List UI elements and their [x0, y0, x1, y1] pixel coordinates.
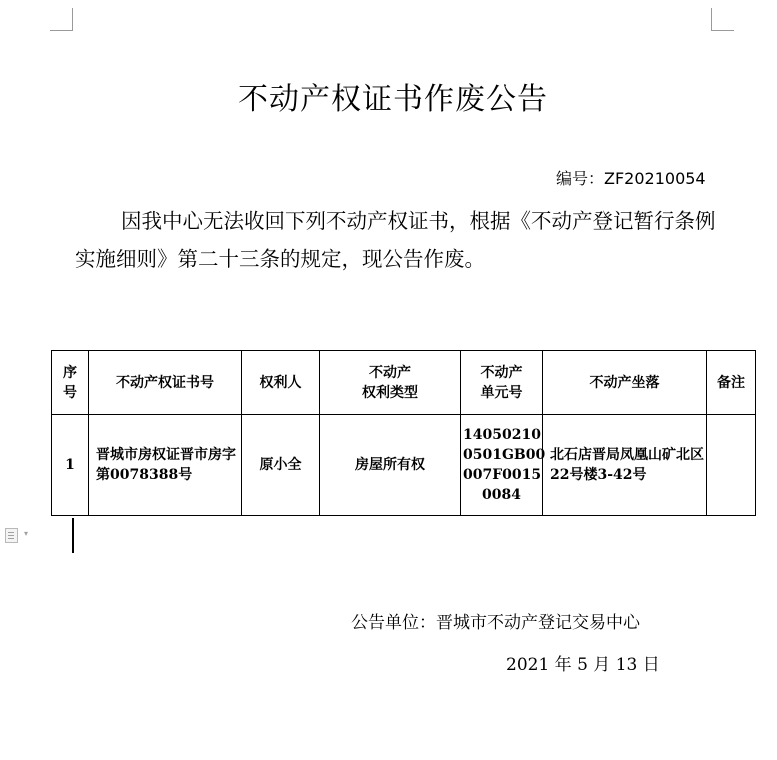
issuer-line: 公告单位：晋城市不动产登记交易中心: [351, 613, 640, 633]
header-seq: 序 号: [52, 351, 89, 415]
header-cert-no: 不动产权证书号: [89, 351, 242, 415]
cell-right-type: 房屋所有权: [320, 415, 461, 516]
header-remark: 备注: [707, 351, 756, 415]
page-corner-mark-top-left: [50, 8, 73, 31]
cell-unit-no: 14050210 0501GB00 007F0015 0084: [461, 415, 543, 516]
header-location: 不动产坐落: [543, 351, 707, 415]
header-owner: 权利人: [242, 351, 320, 415]
document-title: 不动产权证书作废公告: [238, 82, 548, 117]
body-paragraph: 因我中心无法收回下列不动产权证书，根据《不动产登记暂行条例实施细则》第二十三条的规定，现公告作废。: [75, 209, 716, 271]
document-number: 编号：ZF20210054: [556, 169, 706, 188]
cell-owner: 原小全: [242, 415, 320, 516]
cell-seq: 1: [52, 415, 89, 516]
certificate-table: [51, 350, 756, 516]
text-cursor: [72, 518, 74, 553]
dropdown-arrow-icon[interactable]: ▾: [24, 529, 29, 538]
cell-remark: [707, 415, 756, 516]
document-icon[interactable]: [5, 528, 18, 543]
issue-date: 2021 年 5 月 13 日: [506, 655, 660, 675]
table-row: [52, 415, 756, 516]
cell-cert-no: 晋城市房权证晋市房字第0078388号: [89, 415, 242, 516]
header-unit-no: 不动产 单元号: [461, 351, 543, 415]
cell-location: 北石店晋局凤凰山矿北区22号楼3-42号: [543, 415, 707, 516]
page-corner-mark-top-right: [711, 8, 734, 31]
header-right-type: 不动产 权利类型: [320, 351, 461, 415]
table-header-row: [52, 351, 756, 415]
